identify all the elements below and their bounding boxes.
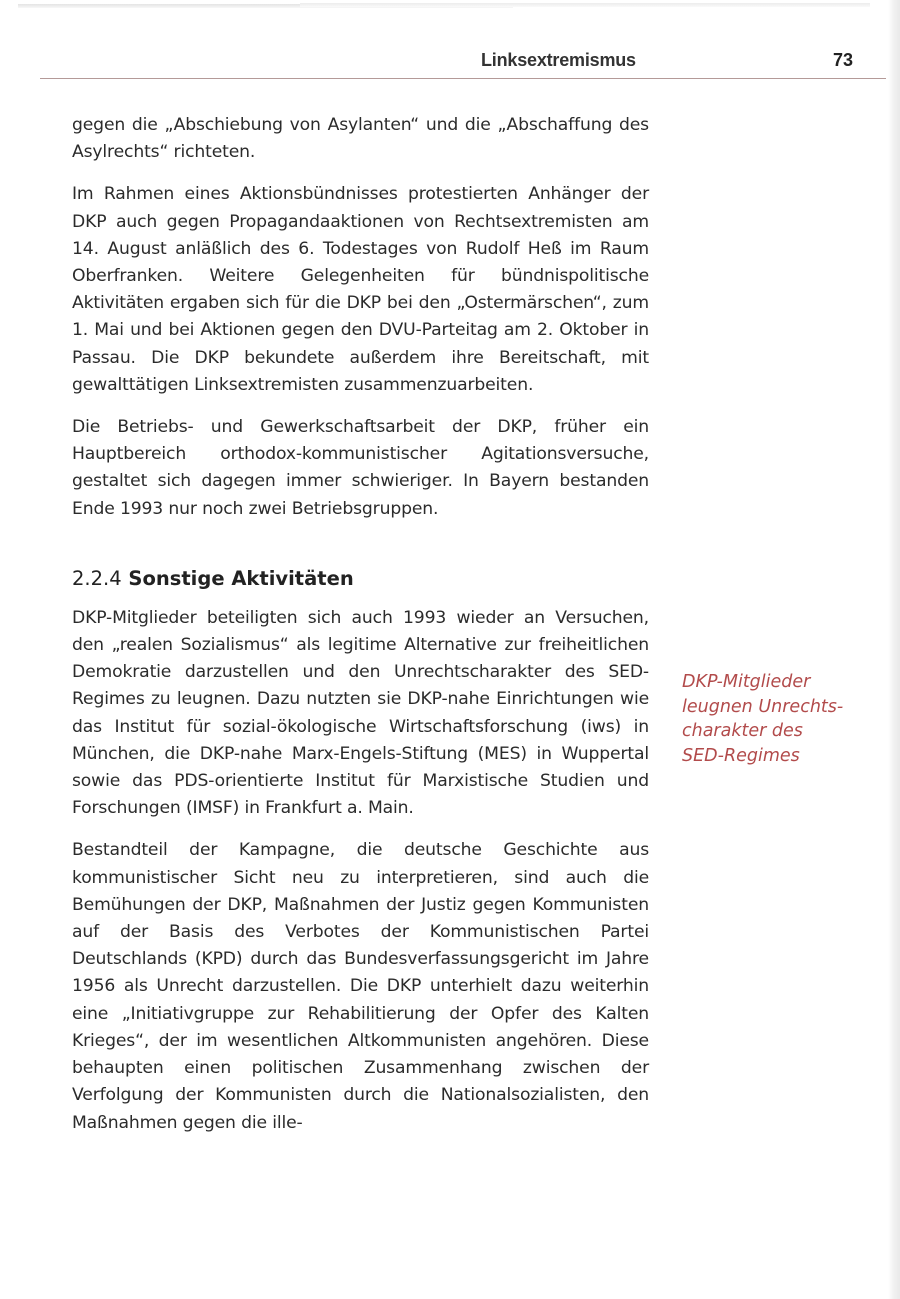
body-paragraph: Bestandteil der Kampagne, die deutsche Geschichte aus kommunistischer Sicht neu zu interpretieren, sind auch die Bemühungen der DKP, Maßnahmen der Justiz gegen Kommunisten auf der Basis des Verbotes der Kommunistischen Partei Deutschlands (KPD) durch das Bundesverfassungsgericht im Jahre 1956 als Unrecht darzustellen. Die DKP unterhielt dazu weiterhin eine „Initiativgruppe zur Rehabilitierung der Opfer des Kalten Krieges“, der im wesentlichen Altkommunisten angehören. Diese behaupten einen politischen Zusammenhang zwischen der Verfolgung der Kommunisten durch die Nationalsozialisten, den Maßnahmen gegen die ille-	[72, 840, 649, 1133]
body-paragraph: Im Rahmen eines Aktionsbündnisses protestierten Anhänger der DKP auch gegen Propagandaaktionen von Rechtsextremisten am 14. August anläßlich des 6. Todestages von Rudolf Heß im Raum Oberfranken. Weitere Gelegenheiten für bündnispolitische Aktivitäten ergaben sich für die DKP bei den „Ostermärschen“, zum 1. Mai und bei Aktionen gegen den DVU-Parteitag am 2. Oktober in Passau. Die DKP bekundete außerdem ihre Bereitschaft, mit gewalttätigen Linksextremisten zusammenzuarbeiten.	[72, 184, 649, 395]
margin-note-line: leugnen Unrechts-	[682, 696, 844, 717]
page-number: 73	[833, 50, 854, 70]
margin-note	[682, 670, 872, 768]
page-top-shadow	[300, 3, 870, 7]
body-column	[72, 112, 649, 1152]
section-title: Sonstige Aktivitäten	[128, 566, 354, 590]
margin-note-line: charakter des	[682, 721, 803, 741]
body-paragraph: DKP-Mitglieder beteiligten sich auch 1993 wieder an Versuchen, den „realen Sozialismus“ als legitime Alternative zur freiheitlichen Demokratie darzustellen und den Unrechtscharakter des SED-Regimes zu leugnen. Dazu nutzten sie DKP-nahe Einrichtungen wie das Institut für sozial-ökologische Wirtschaftsforschung (iws) in München, die DKP-nahe Marx-Engels-Stiftung (MES) in Wuppertal sowie das PDS-orientierte Institut für Marxistische Studien und Forschungen (IMSF) in Frankfurt a. Main.	[72, 607, 649, 819]
section-number: 2.2.4	[72, 566, 122, 590]
margin-note-line: DKP-Mitglieder	[682, 672, 811, 692]
body-paragraph: Die Betriebs- und Gewerkschaftsarbeit der DKP, früher ein Hauptbereich orthodox-kommunistischer Agitationsversuche, gestaltet sich dagegen immer schwieriger. In Bayern bestanden Ende 1993 nur noch zwei Betriebsgruppen.	[72, 417, 649, 519]
body-paragraph: gegen die „Abschiebung von Asylanten“ und die „Abschaffung des Asylrechts“ richteten.	[72, 115, 649, 163]
section-heading	[72, 565, 649, 593]
running-header	[40, 44, 886, 79]
margin-note-line: SED-Regimes	[682, 745, 800, 766]
running-header-title: Linksextremismus	[481, 50, 636, 70]
page-right-edge	[888, 0, 900, 1299]
